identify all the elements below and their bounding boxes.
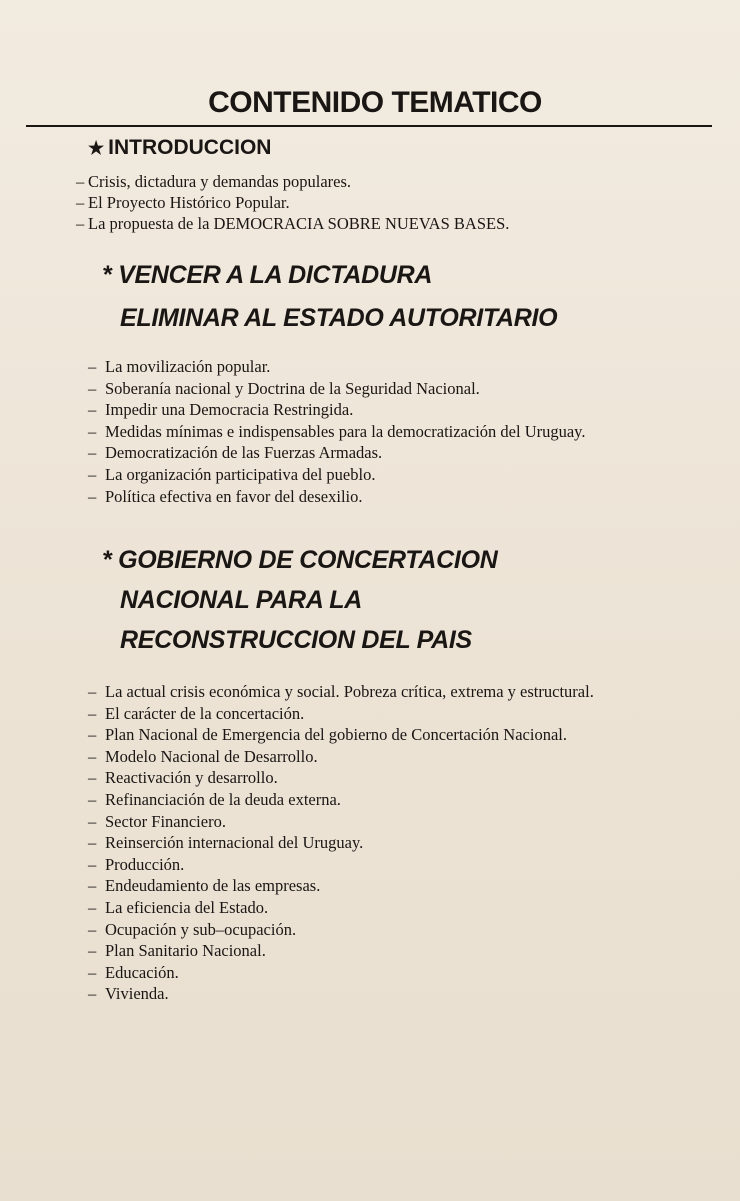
introduction-list: [76, 171, 696, 234]
list-item: – La movilización popular.: [88, 357, 271, 376]
section2-heading-line3: RECONSTRUCCION DEL PAIS: [120, 626, 472, 654]
list-item: – La organización participativa del pueblo.: [88, 464, 376, 484]
list-item: – Plan Sanitario Nacional.: [88, 941, 266, 961]
list-item: – Reinserción internacional del Uruguay.: [88, 833, 364, 853]
list-item: – Política efectiva en favor del desexilio.: [88, 486, 363, 506]
page-title: CONTENIDO TEMATICO: [208, 86, 542, 119]
list-item: – El Proyecto Histórico Popular.: [76, 193, 290, 212]
introduction-heading: [88, 136, 271, 160]
list-item: – Plan Nacional de Emergencia del gobierno de Concertación Nacional.: [88, 725, 567, 745]
list-item: – La eficiencia del Estado.: [88, 897, 269, 917]
list-item: – Sector Financiero.: [88, 811, 226, 831]
list-item: – Medidas mínimas e indispensables para la democratización del Uruguay.: [88, 421, 586, 441]
section2-list: [88, 681, 668, 1005]
title-underline: [26, 125, 712, 127]
list-item: – La propuesta de la DEMOCRACIA SOBRE NUEVAS BASES.: [76, 214, 510, 233]
list-item: – Reactivación y desarrollo.: [88, 768, 278, 788]
list-item: – Vivienda.: [88, 984, 169, 1004]
star-icon: ★: [88, 138, 105, 158]
list-item: – Refinanciación de la deuda externa.: [88, 789, 341, 809]
list-item: – Modelo Nacional de Desarrollo.: [88, 746, 318, 766]
introduction-heading-text: INTRODUCCION: [108, 136, 272, 159]
list-item: – Soberanía nacional y Doctrina de la Seguridad Nacional.: [88, 378, 480, 398]
section2-heading: [102, 540, 497, 660]
list-item: – El carácter de la concertación.: [88, 703, 305, 723]
list-item: – Ocupación y sub–ocupación.: [88, 919, 297, 939]
list-item: – Crisis, dictadura y demandas populares.: [76, 172, 352, 191]
section1-list: [88, 356, 668, 507]
list-item: – Endeudamiento de las empresas.: [88, 876, 321, 896]
section1-heading-line2: ELIMINAR AL ESTADO AUTORITARIO: [120, 304, 558, 332]
list-item: – Democratización de las Fuerzas Armadas.: [88, 443, 383, 463]
list-item: – Educación.: [88, 962, 179, 982]
list-item: – Producción.: [88, 854, 185, 874]
list-item: – La actual crisis económica y social. Pobreza crítica, extrema y estructural.: [88, 682, 594, 701]
list-item: – Impedir una Democracia Restringida.: [88, 400, 354, 420]
section2-heading-line1: * GOBIERNO DE CONCERTACION: [102, 546, 498, 574]
section1-heading: [102, 254, 557, 340]
section2-heading-line2: NACIONAL PARA LA: [120, 586, 362, 614]
section1-heading-line1: * VENCER A LA DICTADURA: [102, 261, 433, 289]
